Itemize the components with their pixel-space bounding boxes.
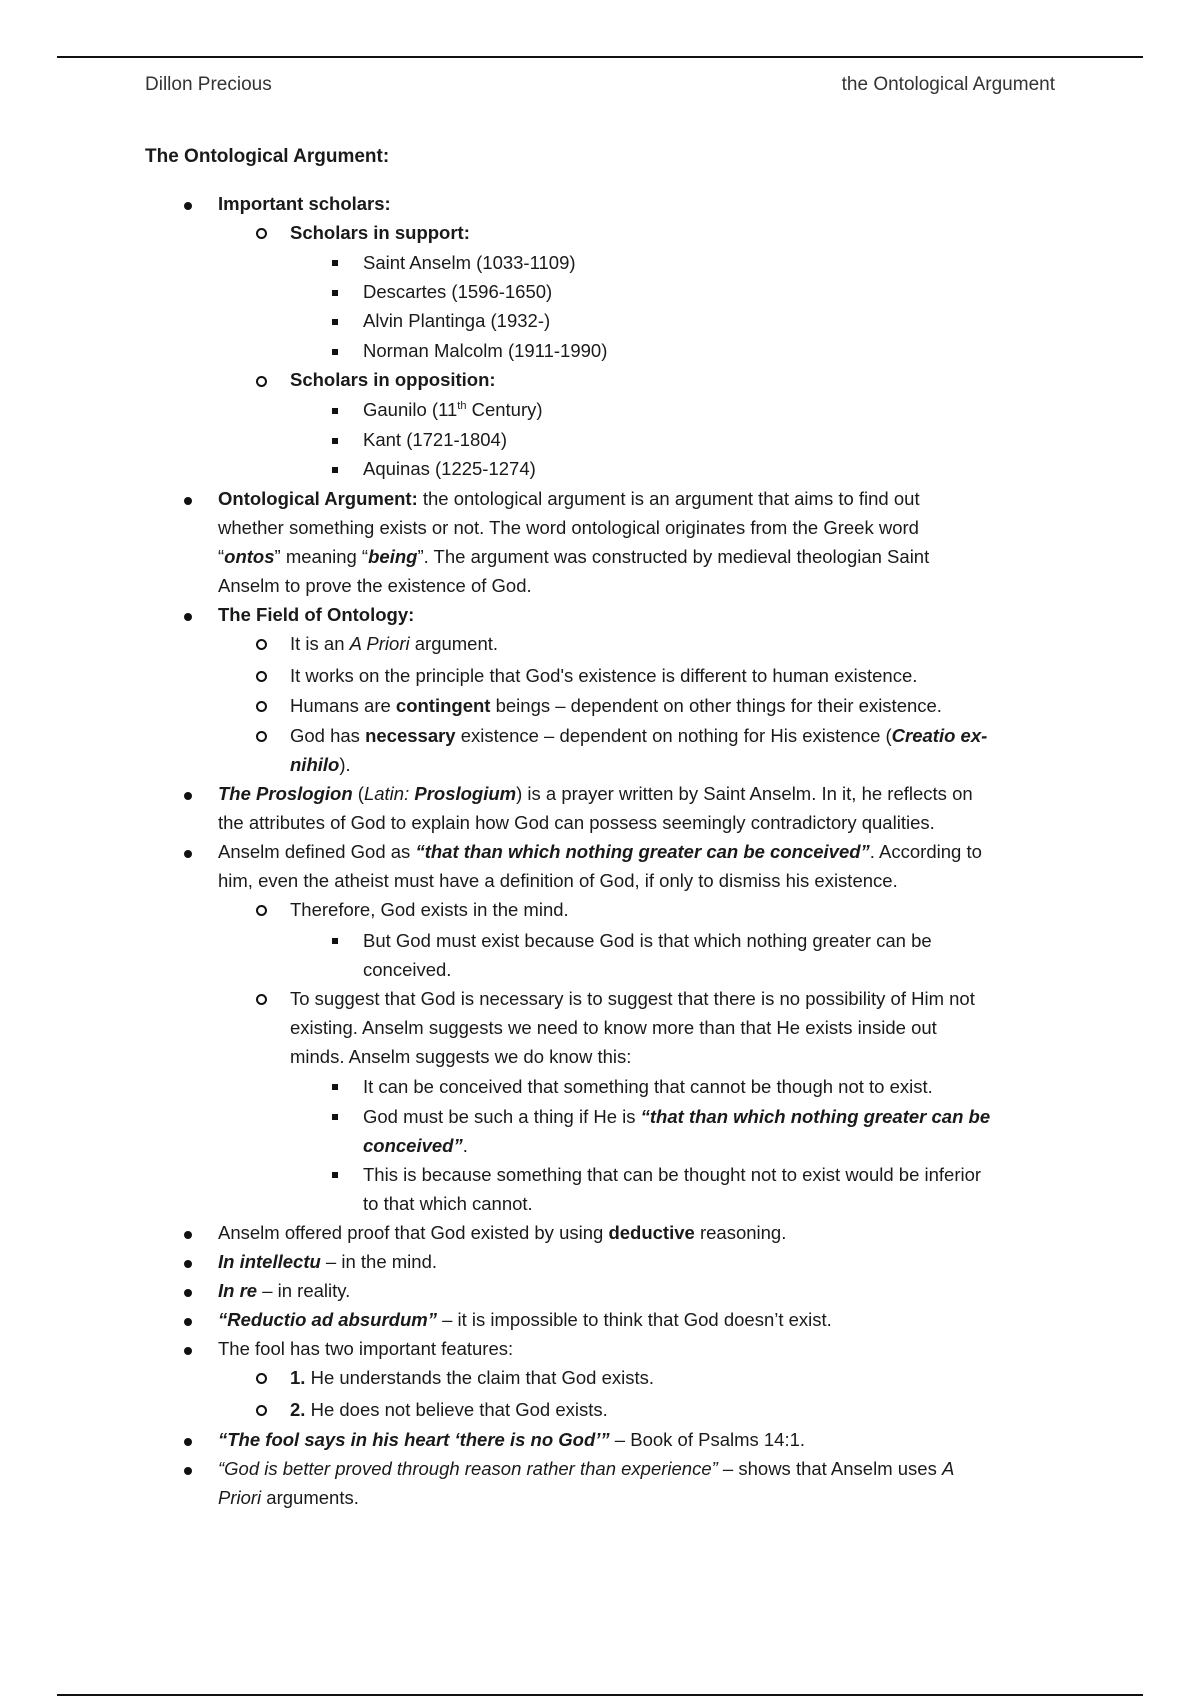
list-item: God has necessary existence – dependent on nothing for His existence (Creatio ex-: [290, 725, 988, 746]
bullet-icon: [184, 792, 192, 800]
square-bullet-icon: [332, 319, 338, 325]
list-item: Kant (1721-1804): [363, 429, 507, 450]
list-item: “God is better proved through reason rather than experience” – shows that Anselm uses A: [218, 1458, 955, 1479]
square-bullet-icon: [332, 438, 338, 444]
square-bullet-icon: [332, 290, 338, 296]
circle-bullet-icon: [256, 639, 267, 650]
text-line: to that which cannot.: [363, 1193, 533, 1214]
bullet-icon: [184, 1289, 192, 1297]
text-line: whether something exists or not. The word ontological originates from the Greek word: [218, 517, 919, 538]
text-line: conceived.: [363, 959, 452, 980]
circle-bullet-icon: [256, 1373, 267, 1384]
text-line: “ontos” meaning “being”. The argument was constructed by medieval theologian Saint: [218, 546, 930, 567]
list-item: The Proslogion (Latin: Proslogium) is a prayer written by Saint Anselm. In it, he reflects on: [218, 783, 973, 804]
circle-bullet-icon: [256, 701, 267, 712]
list-item: Ontological Argument: the ontological argument is an argument that aims to find out: [218, 488, 920, 509]
list-item: It works on the principle that God's existence is different to human existence.: [290, 665, 918, 686]
text-line: Priori arguments.: [218, 1487, 359, 1508]
list-item: “Reductio ad absurdum” – it is impossible to think that God doesn’t exist.: [218, 1309, 832, 1330]
list-item: This is because something that can be thought not to exist would be inferior: [363, 1164, 982, 1185]
list-item: Saint Anselm (1033-1109): [363, 252, 576, 273]
list-item: Aquinas (1225-1274): [363, 458, 536, 479]
list-item: Gaunilo (11th Century): [363, 399, 543, 420]
list-item: The fool has two important features:: [218, 1338, 514, 1359]
list-item: Important scholars:: [218, 193, 391, 214]
bullet-icon: [184, 202, 192, 210]
square-bullet-icon: [332, 467, 338, 473]
header-rule: [57, 56, 1143, 58]
text-line: conceived”.: [363, 1135, 468, 1156]
list-item: Scholars in support:: [290, 222, 470, 243]
list-item: God must be such a thing if He is “that than which nothing greater can be: [363, 1106, 991, 1127]
list-item: The Field of Ontology:: [218, 604, 415, 625]
bullet-icon: [184, 1318, 192, 1326]
list-item: It is an A Priori argument.: [290, 633, 499, 654]
square-bullet-icon: [332, 349, 338, 355]
circle-bullet-icon: [256, 994, 267, 1005]
circle-bullet-icon: [256, 731, 267, 742]
page-title: The Ontological Argument:: [145, 146, 390, 167]
bullet-icon: [184, 1260, 192, 1268]
bullet-icon: [184, 613, 192, 621]
circle-bullet-icon: [256, 376, 267, 387]
list-item: But God must exist because God is that which nothing greater can be: [363, 930, 932, 951]
list-item: Scholars in opposition:: [290, 369, 496, 390]
square-bullet-icon: [332, 1084, 338, 1090]
list-item: “The fool says in his heart ‘there is no God’” – Book of Psalms 14:1.: [218, 1429, 806, 1450]
circle-bullet-icon: [256, 905, 267, 916]
list-item: Alvin Plantinga (1932-): [363, 310, 551, 331]
footer-rule: [57, 1694, 1143, 1696]
square-bullet-icon: [332, 408, 338, 414]
bullet-icon: [184, 850, 192, 858]
text-line: Anselm to prove the existence of God.: [218, 575, 532, 596]
list-item: Norman Malcolm (1911-1990): [363, 340, 608, 361]
list-item: 2. He does not believe that God exists.: [290, 1399, 608, 1420]
bullet-icon: [184, 1231, 192, 1239]
bullet-icon: [184, 497, 192, 505]
list-item: 1. He understands the claim that God exists.: [290, 1367, 655, 1388]
list-item: In re – in reality.: [218, 1280, 351, 1301]
header-author: Dillon Precious: [145, 74, 272, 95]
bullet-icon: [184, 1467, 192, 1475]
text-line: minds. Anselm suggests we do know this:: [290, 1046, 632, 1067]
square-bullet-icon: [332, 938, 338, 944]
text-line: him, even the atheist must have a definition of God, if only to dismiss his existence.: [218, 870, 898, 891]
list-item: Descartes (1596-1650): [363, 281, 553, 302]
header-topic: the Ontological Argument: [841, 74, 1055, 95]
text-line: nihilo).: [290, 754, 351, 775]
bullet-icon: [184, 1438, 192, 1446]
list-item: Therefore, God exists in the mind.: [290, 899, 569, 920]
circle-bullet-icon: [256, 671, 267, 682]
square-bullet-icon: [332, 260, 338, 266]
circle-bullet-icon: [256, 228, 267, 239]
square-bullet-icon: [332, 1114, 338, 1120]
text-line: the attributes of God to explain how God can possess seemingly contradictory qualities.: [218, 812, 935, 833]
list-item: Anselm defined God as “that than which nothing greater can be conceived”. According to: [218, 841, 982, 862]
square-bullet-icon: [332, 1172, 338, 1178]
list-item: It can be conceived that something that cannot be though not to exist.: [363, 1076, 933, 1097]
text-line: existing. Anselm suggests we need to know more than that He exists inside out: [290, 1017, 937, 1038]
list-item: Anselm offered proof that God existed by using deductive reasoning.: [218, 1222, 787, 1243]
bullet-icon: [184, 1347, 192, 1355]
list-item: Humans are contingent beings – dependent on other things for their existence.: [290, 695, 942, 716]
list-item: To suggest that God is necessary is to suggest that there is no possibility of Him not: [290, 988, 975, 1009]
circle-bullet-icon: [256, 1405, 267, 1416]
list-item: In intellectu – in the mind.: [218, 1251, 437, 1272]
